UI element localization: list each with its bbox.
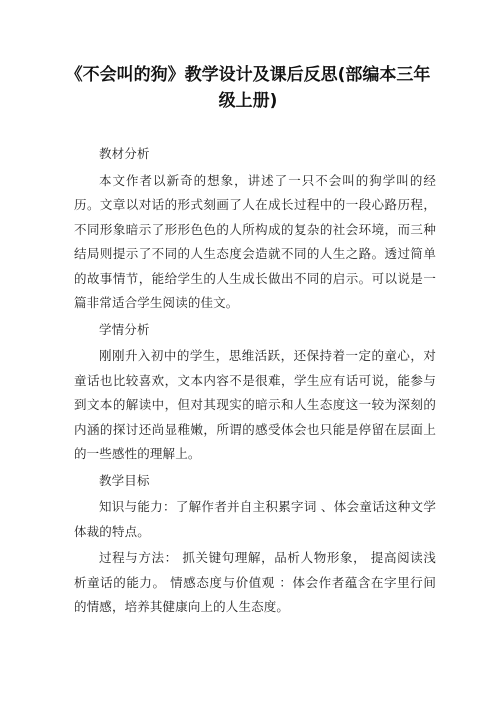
paragraph-textbook-analysis: 本文作者以新奇的想象，讲述了一只不会叫的狗学叫的经历。文章以对话的形式刻画了人在成长过程中的一段心路历程，不同形象暗示了形形色色的人所构成的复杂的社会环境，而三种结局则提示了不同的人生态度会造就不同的人生之路。透过简单的故事情节，能给学生的人生成长做出不同的启示。可以说是一篇非常适合学生阅读的佳文。 [74,172,436,310]
section-heading-student-analysis: 学情分析 [99,321,150,337]
section-heading-textbook-analysis: 教材分析 [99,146,150,161]
section-heading-teaching-goals: 教学目标 [99,472,150,488]
document-body [74,142,436,622]
document-title: 《不会叫的狗》教学设计及课后反思(部编本三年级上册) [65,65,431,111]
paragraph-process-method: 过程与方法： 抓关键句理解，品析人物形象， 提高阅读浅析童话的能力。 情感态度与价值观 ：体会作者蕴含在字里行间的情感，培养其健康向上的人生态度。 [74,550,436,614]
paragraph-knowledge-ability: 知识与能力：了解作者并自主积累字词 、体会童话这种文学体裁的特点。 [74,499,436,539]
paragraph-student-analysis: 刚刚升入初中的学生，思维活跃，还保持着一定的童心，对童话也比较喜欢，文本内容不是很难，学生应有话可说，能参与到文本的解读中，但对其现实的暗示和人生态度这一较为深刻的内涵的探讨还尚显稚嫩，所谓的感受体会也只能是停留在层面上的一些感性的理解上。 [74,348,436,461]
